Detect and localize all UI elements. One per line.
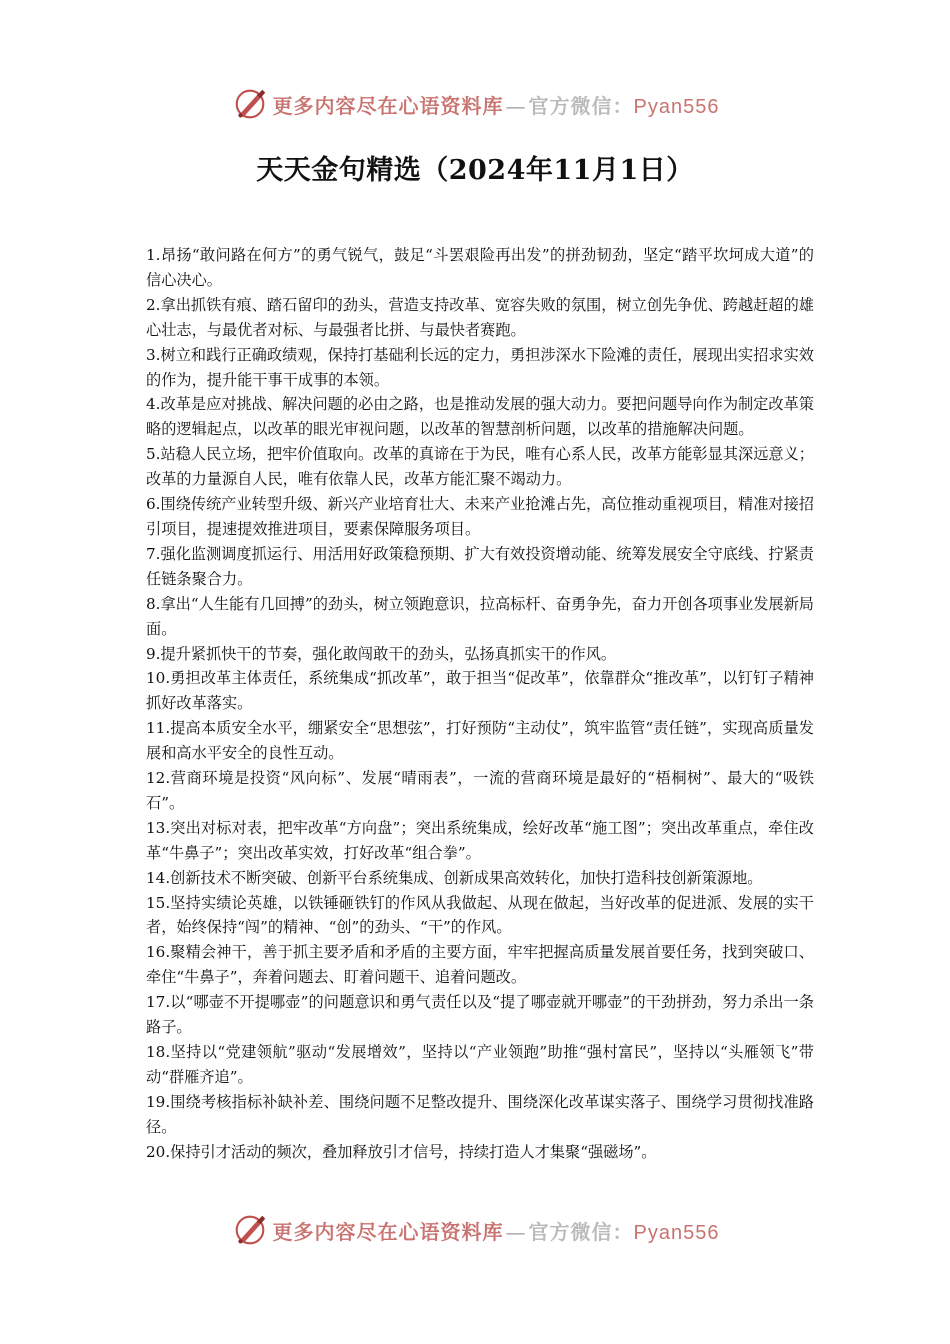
list-item: 3.树立和践行正确政绩观，保持打基础利长远的定力，勇担涉深水下险滩的责任，展现出实招求实效的作为，提升能干事干成事的本领。 (146, 345, 814, 389)
list-item: 12.营商环境是投资“风向标”、发展“晴雨表”，一流的营商环境是最好的“梧桐树”、最大的“吸铁石”。 (146, 769, 814, 812)
watermark-main: 更多内容尽在心语资料库 (272, 93, 504, 118)
watermark-prefix: 官方微信： (528, 1219, 634, 1244)
pen-logo-icon (231, 1211, 269, 1249)
page-title: 天天金句精选（2024年11月1日） (256, 155, 694, 186)
list-item: 19.围绕考核指标补缺补差、围绕问题不足整改提升、围绕深化改革谋实落子、围绕学习贯彻找准路径。 (146, 1092, 814, 1136)
list-item: 20.保持引才活动的频次，叠加释放引才信号，持续打造人才集聚“强磁场”。 (146, 1142, 657, 1161)
list-item: 14.创新技术不断突破、创新平台系统集成、创新成果高效转化，加快打造科技创新策源地。 (146, 868, 763, 887)
header-watermark-banner (0, 84, 950, 124)
watermark-text (273, 90, 720, 119)
list-item: 18.坚持以“党建领航”驱动“发展增效”，坚持以“产业领跑”助推“强村富民”，坚持以“头雁领飞”带动“群雁齐追”。 (146, 1043, 814, 1086)
list-item: 9.提升紧抓快干的节奏，强化敢闯敢干的劲头，弘扬真抓实干的作风。 (146, 644, 617, 663)
list-item: 13.突出对标对表，把牢改革“方向盘”；突出系统集成，绘好改革“施工图”；突出改革重点，牵住改革“牛鼻子”；突出改革实效，打好改革“组合拳”。 (146, 818, 814, 862)
list-item: 6.围绕传统产业转型升级、新兴产业培育壮大、未来产业抢滩占先，高位推动重视项目，精准对接招引项目，提速提效推进项目，要素保障服务项目。 (146, 495, 814, 538)
list-item: 2.拿出抓铁有痕、踏石留印的劲头，营造支持改革、宽容失败的氛围，树立创先争优、跨越赶超的雄心壮志，与最优者对标、与最强者比拼、与最快者赛跑。 (146, 295, 814, 339)
pen-logo-icon (231, 85, 269, 123)
footer-watermark-banner (0, 1210, 950, 1250)
list-item: 17.以“哪壶不开提哪壶”的问题意识和勇气责任以及“提了哪壶就开哪壶”的干劲拼劲，努力杀出一条路子。 (146, 993, 814, 1037)
list-item: 10.勇担改革主体责任，系统集成“抓改革”，敢于担当“促改革”，依靠群众“推改革”，以钉钉子精神抓好改革落实。 (146, 669, 814, 713)
list-item: 8.拿出“人生能有几回搏”的劲头，树立领跑意识，拉高标杆、奋勇争先，奋力开创各项事业发展新局面。 (146, 594, 814, 638)
list-item: 15.坚持实绩论英雄，以铁锤砸铁钉的作风从我做起、从现在做起，当好改革的促进派、发展的实干者，始终保持“闯”的精神、“创”的劲头、“干”的作风。 (146, 893, 814, 937)
list-item: 16.聚精会神干，善于抓主要矛盾和矛盾的主要方面，牢牢把握高质量发展首要任务，找到突破口、牵住“牛鼻子”，奔着问题去、盯着问题干、追着问题改。 (146, 943, 814, 987)
watermark-prefix: 官方微信： (528, 93, 634, 118)
watermark-dash: — (505, 1219, 527, 1244)
watermark-wechat-id: Pyan556 (633, 95, 720, 118)
watermark-wechat-id: Pyan556 (633, 1221, 720, 1244)
watermark-dash: — (505, 93, 527, 118)
list-item: 4.改革是应对挑战、解决问题的必由之路，也是推动发展的强大动力。要把问题导向作为制定改革策略的逻辑起点，以改革的眼光审视问题，以改革的智慧剖析问题，以改革的措施解决问题。 (146, 395, 814, 439)
watermark-text (273, 1216, 720, 1245)
list-item: 5.站稳人民立场，把牢价值取向。改革的真谛在于为民，唯有心系人民，改革方能彰显其深远意义；改革的力量源自人民，唯有依靠人民，改革方能汇聚不竭动力。 (146, 445, 814, 489)
list-item: 11.提高本质安全水平，绷紧安全“思想弦”，打好预防“主动仗”，筑牢监管“责任链”，实现高质量发展和高水平安全的良性互动。 (146, 719, 814, 763)
watermark-main: 更多内容尽在心语资料库 (272, 1219, 504, 1244)
list-item: 7.强化监测调度抓运行、用活用好政策稳预期、扩大有效投资增动能、统筹发展安全守底线、拧紧责任链条聚合力。 (146, 544, 814, 588)
quote-list (146, 243, 814, 1165)
list-item: 1.昂扬“敢问路在何方”的勇气锐气，鼓足“斗罢艰险再出发”的拼劲韧劲，坚定“踏平坎坷成大道”的信心决心。 (146, 246, 814, 289)
